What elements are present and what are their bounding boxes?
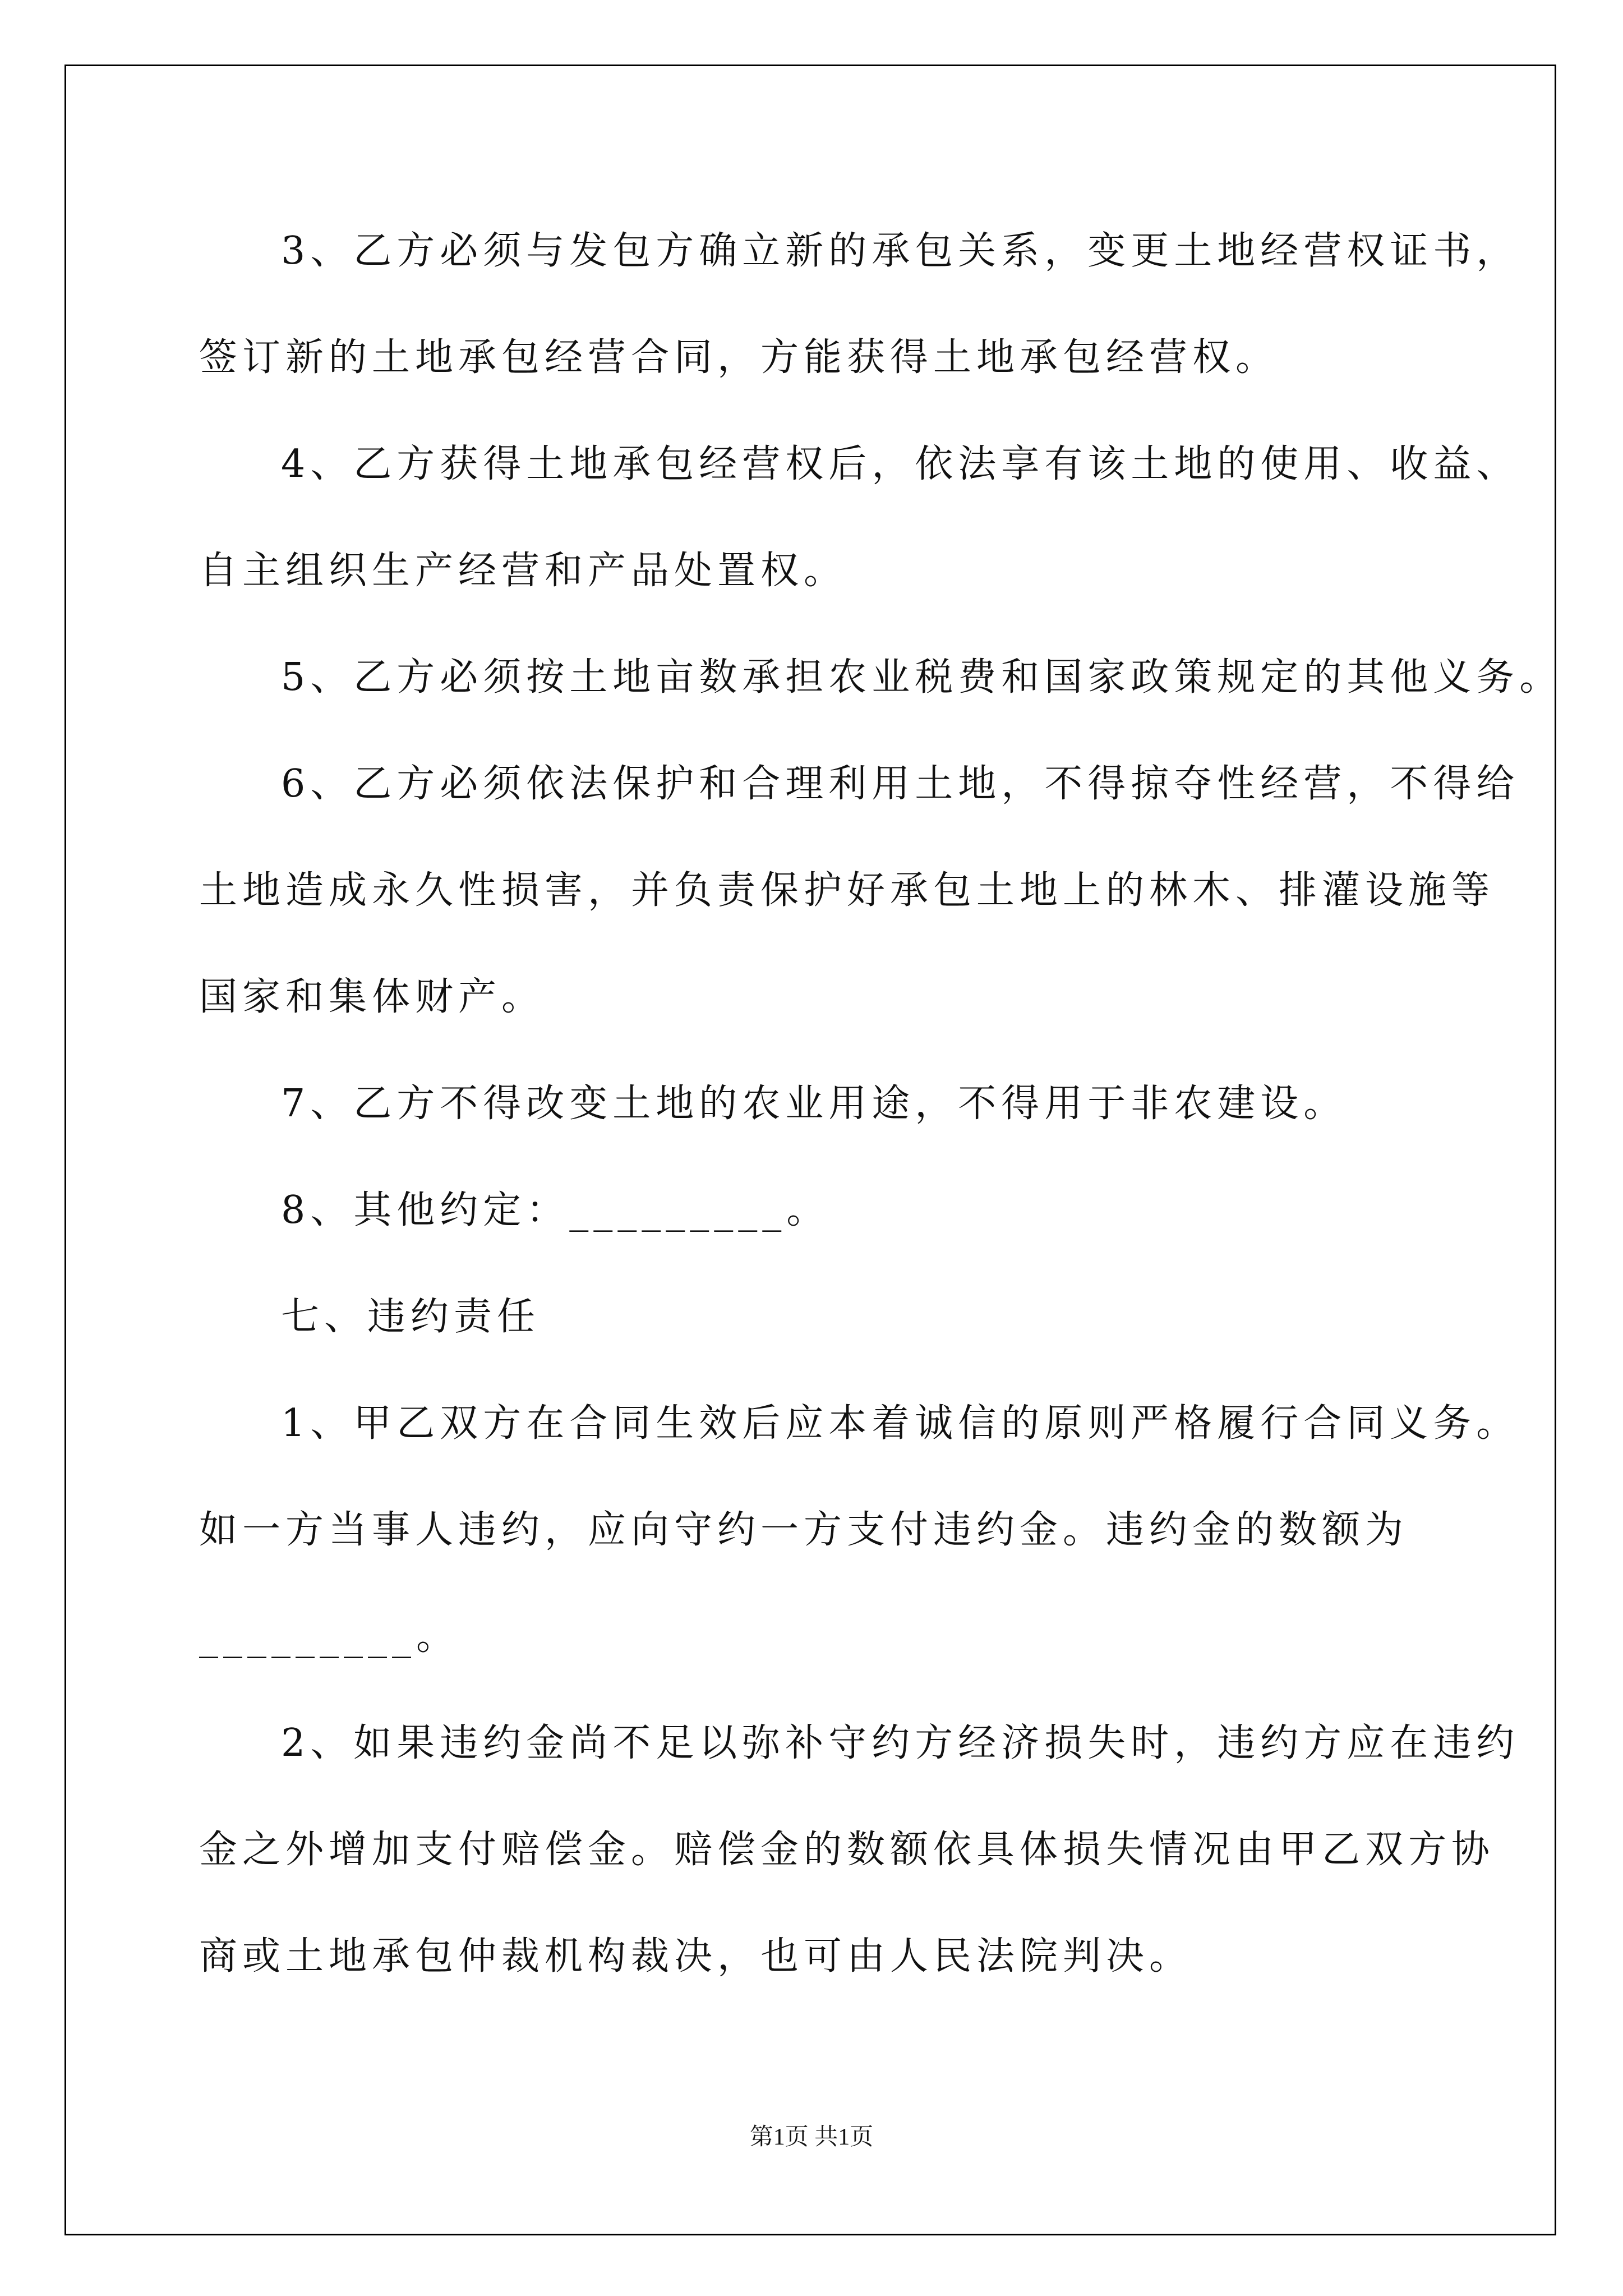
- breach-clause-1-line-3: _________。: [199, 1614, 460, 1659]
- breach-clause-2-line-2: 金之外增加支付赔偿金。赔偿金的数额依具体损失情况由甲乙双方协: [199, 1828, 1495, 1872]
- breach-clause-2-line-1: 2、如果违约金尚不足以弥补守约方经济损失时，违约方应在违约: [281, 1721, 1520, 1765]
- clause-6-line-2: 土地造成永久性损害，并负责保护好承包土地上的林木、排灌设施等: [199, 868, 1495, 913]
- clause-3-line-1: 3、乙方必须与发包方确立新的承包关系，变更土地经营权证书，: [281, 229, 1520, 273]
- clause-8-line-1: 8、其他约定：_________。: [281, 1188, 830, 1232]
- clause-4-line-2: 自主组织生产经营和产品处置权。: [199, 549, 847, 593]
- page-footer: 第1页 共1页: [749, 2124, 874, 2150]
- clause-6-line-3: 国家和集体财产。: [199, 975, 545, 1019]
- breach-clause-2-line-3: 商或土地承包仲裁机构裁决，也可由人民法院判决。: [199, 1934, 1193, 1978]
- clause-4-line-1: 4、乙方获得土地承包经营权后，依法享有该土地的使用、收益、: [281, 442, 1520, 486]
- breach-clause-1-line-2: 如一方当事人违约，应向守约一方支付违约金。违约金的数额为: [199, 1508, 1409, 1552]
- clause-7-line-1: 7、乙方不得改变土地的农业用途，不得用于非农建设。: [281, 1082, 1347, 1126]
- clause-3-line-2: 签订新的土地承包经营合同，方能获得土地承包经营权。: [199, 335, 1279, 380]
- page-border: [64, 65, 1556, 2235]
- section-heading-breach: 七、违约责任: [281, 1295, 541, 1339]
- clause-6-line-1: 6、乙方必须依法保护和合理利用土地，不得掠夺性经营，不得给: [281, 762, 1520, 806]
- clause-5-line-1: 5、乙方必须按土地亩数承担农业税费和国家政策规定的其他义务。: [281, 655, 1563, 700]
- breach-clause-1-line-1: 1、甲乙双方在合同生效后应本着诚信的原则严格履行合同义务。: [281, 1401, 1520, 1446]
